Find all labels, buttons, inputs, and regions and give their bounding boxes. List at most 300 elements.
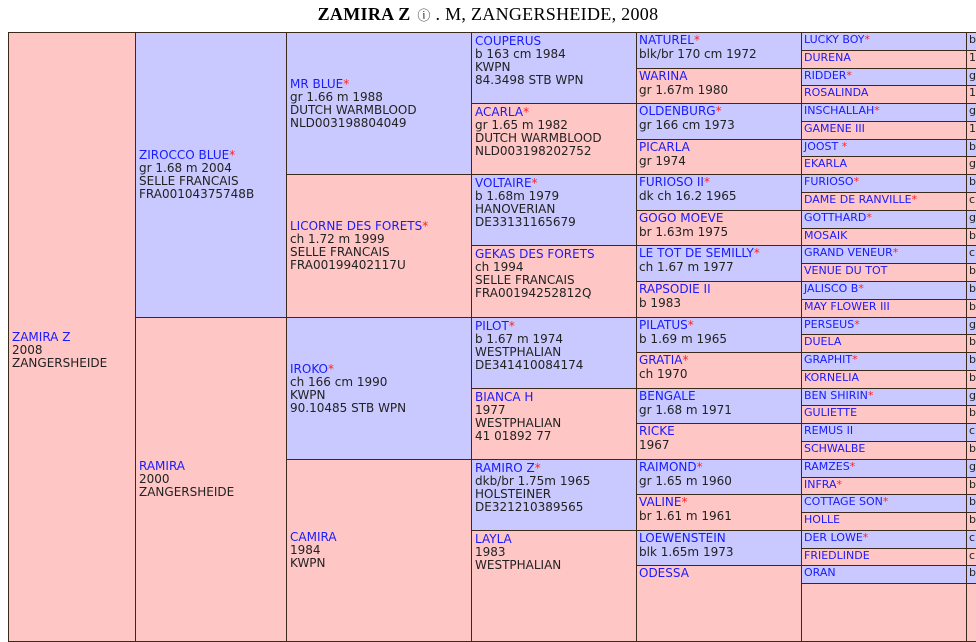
horse-name-link[interactable]: COUPERUS	[475, 34, 542, 48]
pedigree-cell-gen7	[966, 512, 976, 531]
cell-color-code: b	[969, 566, 976, 579]
star-icon: *	[343, 76, 350, 91]
horse-detail: KWPN	[475, 60, 511, 74]
cell-color-code: b	[969, 353, 976, 366]
horse-name-link[interactable]: EKARLA	[804, 157, 848, 170]
pedigree-cell-gen6	[801, 103, 968, 122]
pedigree-cell-gen3	[286, 174, 473, 318]
horse-name-link[interactable]: WARINA	[639, 69, 688, 83]
horse-detail: WESTPHALIAN	[475, 558, 562, 572]
horse-entry	[639, 246, 800, 274]
cell-color-code: 1	[969, 86, 976, 99]
pedigree-cell-gen7	[966, 210, 976, 229]
horse-name-link[interactable]: GAMENE III	[804, 122, 865, 135]
horse-entry	[475, 462, 635, 514]
horse-name-link[interactable]: VALINE	[639, 495, 682, 509]
star-icon: *	[422, 219, 429, 233]
horse-name-link[interactable]: HOLLE	[804, 513, 841, 526]
pedigree-cell-gen6	[801, 156, 968, 175]
pedigree-cell-gen7	[966, 583, 976, 642]
horse-name-link[interactable]: COTTAGE SON	[804, 495, 883, 508]
cell-color-code: 1	[969, 51, 976, 64]
horse-detail: SELLE FRANCAIS	[475, 273, 575, 287]
horse-name-link[interactable]: PILATUS	[639, 318, 688, 332]
cell-color-code: g	[969, 211, 976, 224]
pedigree-cell-gen5	[636, 352, 803, 389]
star-icon: *	[849, 460, 856, 473]
cell-color-code: g	[969, 157, 976, 170]
pedigree-cell-gen7	[966, 228, 976, 246]
horse-name-link[interactable]: DUELA	[804, 335, 842, 348]
star-icon: *	[858, 282, 864, 295]
pedigree-cell-gen6	[801, 583, 968, 642]
pedigree-cell-gen5	[636, 494, 803, 531]
horse-entry	[804, 566, 967, 579]
horse-name-link[interactable]: SCHWALBE	[804, 442, 866, 455]
horse-entry	[804, 282, 967, 295]
star-icon: *	[508, 319, 515, 333]
horse-entry	[804, 353, 967, 366]
pedigree-cell-gen5	[636, 139, 803, 175]
horse-name-link[interactable]: GULIETTE	[804, 406, 858, 419]
horse-entry	[639, 318, 800, 346]
cell-color-code: b	[969, 33, 976, 46]
star-icon: *	[892, 246, 899, 259]
pedigree-cell-gen3	[286, 459, 473, 642]
horse-name-link[interactable]: JALISCO B	[804, 282, 859, 295]
pedigree-cell-gen5	[636, 210, 803, 246]
pedigree-cell-gen5	[636, 68, 803, 104]
cell-color-code: b	[969, 478, 976, 491]
pedigree-cell-gen7	[966, 50, 976, 69]
pedigree-cell-gen6	[801, 32, 968, 51]
horse-detail: 1977	[475, 403, 506, 417]
horse-entry	[139, 149, 285, 201]
horse-detail: 1967	[639, 438, 670, 452]
star-icon: *	[753, 246, 760, 260]
cell-color-code: g	[969, 69, 976, 82]
horse-detail: 1984	[290, 543, 321, 557]
pedigree-cell-gen7	[966, 441, 976, 460]
horse-entry	[804, 495, 967, 508]
horse-entry	[475, 35, 635, 87]
cell-color-code: b	[969, 229, 976, 242]
horse-entry	[639, 211, 800, 239]
pedigree-cell-gen7	[966, 565, 976, 584]
pedigree-cell-gen6	[801, 263, 968, 282]
horse-entry	[639, 424, 800, 452]
pedigree-cell-gen6	[801, 68, 968, 86]
horse-entry	[804, 424, 967, 437]
horse-detail: 2008	[12, 342, 43, 357]
horse-name-link[interactable]: BEN SHIRIN	[804, 389, 868, 402]
horse-detail: br 1.63m 1975	[639, 225, 729, 239]
horse-detail: gr 1.68 m 2004	[139, 161, 232, 175]
horse-detail: ch 1.72 m 1999	[290, 232, 385, 246]
horse-detail: gr 166 cm 1973	[639, 118, 735, 132]
pedigree-cell-gen7	[966, 530, 976, 549]
pedigree-cell-gen6	[801, 121, 968, 140]
horse-entry	[639, 104, 800, 132]
horse-name-link[interactable]: DER LOWE	[804, 531, 863, 544]
pedigree-cell-gen7	[966, 477, 976, 495]
horse-name-link[interactable]: ODESSA	[639, 566, 689, 580]
horse-detail: FRA00104375748B	[139, 187, 255, 201]
pedigree-cell-gen7	[966, 103, 976, 122]
pedigree-cell-gen7	[966, 352, 976, 371]
pedigree-cell-gen7	[966, 156, 976, 175]
pedigree-cell-gen6	[801, 334, 968, 353]
horse-name-link[interactable]: KORNELIA	[804, 371, 859, 384]
horse-entry	[475, 177, 635, 229]
horse-entry	[804, 389, 967, 402]
horse-detail: 90.10485 STB WPN	[290, 400, 407, 415]
horse-name-link[interactable]: FURIOSO	[804, 175, 854, 188]
horse-entry	[804, 122, 967, 135]
pedigree-cell-gen6	[801, 317, 968, 335]
horse-name-link[interactable]: BIANCA H	[475, 390, 534, 404]
star-icon: *	[864, 33, 870, 46]
pedigree-cell-gen6	[801, 423, 968, 442]
horse-name-link[interactable]: GRAPHIT	[804, 353, 853, 366]
star-icon: *	[682, 353, 689, 367]
horse-name-link[interactable]: RIDDER	[804, 69, 847, 82]
horse-entry	[804, 140, 967, 153]
horse-entry	[804, 211, 967, 224]
pedigree-cell-gen6	[801, 388, 968, 406]
horse-detail: KWPN	[290, 556, 326, 570]
horse-name-link[interactable]: ROSALINDA	[804, 86, 869, 99]
cell-color-code: b	[969, 371, 976, 384]
pedigree-cell-gen4	[471, 174, 638, 246]
pedigree-cell-gen4	[471, 388, 638, 460]
horse-detail: WESTPHALIAN	[475, 416, 562, 430]
pedigree-cell-gen5	[636, 317, 803, 353]
cell-color-code: c	[969, 549, 976, 562]
pedigree-cell-gen4	[471, 32, 638, 104]
star-icon: *	[703, 175, 710, 189]
horse-name-link[interactable]: RAPSODIE II	[639, 282, 711, 296]
horse-entry	[139, 460, 285, 499]
pedigree-cell-gen6	[801, 299, 968, 318]
horse-name-link[interactable]: FRIEDLINDE	[804, 549, 870, 562]
cell-color-code: b	[969, 513, 976, 526]
horse-name-link[interactable]: OLDENBURG	[639, 104, 716, 118]
horse-detail: blk/br 170 cm 1972	[639, 47, 757, 61]
pedigree-cell-gen5	[636, 245, 803, 282]
horse-name-link[interactable]: ZAMIRA Z	[12, 329, 71, 344]
pedigree-cell-gen3	[286, 317, 473, 460]
horse-detail: gr 1974	[639, 154, 686, 168]
info-icon[interactable]: ⓘ	[417, 8, 431, 23]
pedigree-cell-gen5	[636, 388, 803, 424]
cell-color-code: b	[969, 406, 976, 419]
horse-detail: NLD003198202752	[475, 144, 592, 158]
pedigree-cell-gen4	[471, 245, 638, 318]
star-icon: *	[846, 69, 852, 82]
horse-detail: gr 1.66 m 1988	[290, 89, 383, 104]
star-icon: *	[229, 148, 236, 162]
cell-color-code: c	[969, 193, 976, 206]
pedigree-cell-gen4	[471, 103, 638, 175]
pedigree-cell-gen5	[636, 103, 803, 140]
star-icon: *	[862, 531, 869, 544]
horse-detail: b 163 cm 1984	[475, 47, 566, 61]
horse-entry	[639, 140, 800, 168]
pedigree-cell-gen6	[801, 565, 968, 584]
pedigree-cell-gen7	[966, 548, 976, 566]
horse-detail: 2000	[139, 472, 170, 486]
horse-detail: dkb/br 1.75m 1965	[475, 474, 591, 488]
pedigree-cell-gen6	[801, 245, 968, 264]
horse-entry	[639, 282, 800, 310]
horse-entry	[804, 104, 967, 117]
horse-entry	[804, 264, 967, 277]
horse-detail: WESTPHALIAN	[475, 345, 562, 359]
star-icon: *	[836, 478, 843, 491]
horse-name-link[interactable]: RAMZES	[804, 460, 850, 473]
horse-detail: b 1.69 m 1965	[639, 332, 728, 346]
pedigree-cell-gen5	[636, 530, 803, 566]
horse-entry	[804, 371, 967, 384]
horse-detail: 1983	[475, 545, 506, 559]
horse-name-link[interactable]: INFRA	[804, 478, 837, 491]
horse-name-link[interactable]: LICORNE DES FORETS	[290, 219, 423, 233]
horse-name-link[interactable]: INSCHALLAH	[804, 104, 875, 117]
star-icon: *	[715, 104, 722, 118]
pedigree-cell-gen7	[966, 245, 976, 264]
horse-entry	[639, 566, 800, 580]
horse-entry	[475, 248, 635, 300]
horse-name-link[interactable]: LAYLA	[475, 532, 512, 546]
horse-entry	[804, 318, 967, 331]
pedigree-cell-gen2	[135, 32, 288, 318]
horse-entry	[804, 335, 967, 348]
horse-name-link[interactable]: DURENA	[804, 51, 851, 64]
pedigree-cell-gen7	[966, 281, 976, 300]
pedigree-cell-gen6	[801, 405, 968, 424]
horse-entry	[12, 331, 134, 370]
horse-name-link[interactable]: VENUE DU TOT	[804, 264, 888, 277]
horse-detail: NLD003198804049	[290, 115, 407, 130]
horse-detail: gr 1.65 m 1960	[639, 474, 732, 488]
horse-detail: DE321210389565	[475, 500, 584, 514]
horse-entry	[475, 391, 635, 443]
horse-name-link[interactable]: NATUREL	[639, 33, 694, 47]
cell-color-code: c	[969, 246, 976, 259]
horse-entry	[639, 460, 800, 488]
horse-entry	[639, 389, 800, 417]
pedigree-cell-gen6	[801, 494, 968, 513]
pedigree-cell-gen5	[636, 565, 803, 642]
horse-name-link[interactable]: MAY FLOWER III	[804, 300, 890, 313]
pedigree-cell-gen7	[966, 459, 976, 478]
star-icon: *	[911, 193, 918, 206]
horse-name-link[interactable]: LOEWENSTEIN	[639, 531, 726, 545]
pedigree-cell-gen5	[636, 281, 803, 318]
horse-detail: 41 01892 77	[475, 429, 552, 443]
pedigree-cell-gen7	[966, 334, 976, 353]
horse-name-link[interactable]: RAMIRO Z	[475, 461, 535, 475]
horse-name-link[interactable]: ACARLA	[475, 105, 524, 119]
pedigree-cell-gen6	[801, 139, 968, 157]
cell-color-code: b	[969, 442, 976, 455]
horse-name-link[interactable]: DAME DE RANVILLE	[804, 193, 912, 206]
pedigree-cell-gen4	[471, 459, 638, 531]
horse-entry	[804, 406, 967, 419]
pedigree-cell-gen2	[135, 317, 288, 642]
horse-detail: b 1983	[639, 296, 681, 310]
horse-entry	[804, 51, 967, 64]
horse-entry	[804, 246, 967, 259]
horse-entry	[290, 220, 470, 272]
pedigree-cell-gen3	[286, 32, 473, 175]
horse-detail: DE33131165679	[475, 215, 576, 229]
pedigree-cell-gen6	[801, 459, 968, 478]
horse-entry	[639, 33, 800, 61]
horse-detail: HOLSTEINER	[475, 487, 552, 501]
star-icon: *	[681, 495, 688, 509]
cell-color-code: c	[969, 424, 976, 437]
horse-detail: ch 166 cm 1990	[290, 374, 388, 389]
horse-name-link[interactable]: GRATIA	[639, 353, 683, 367]
pedigree-cell-gen7	[966, 32, 976, 51]
pedigree-cell-gen5	[636, 32, 803, 69]
horse-name-link[interactable]: FURIOSO II	[639, 175, 704, 189]
horse-detail: DE341410084174	[475, 358, 584, 372]
pedigree-cell-gen5	[636, 459, 803, 495]
horse-detail: SELLE FRANCAIS	[139, 174, 239, 188]
star-icon: *	[854, 318, 860, 331]
horse-entry	[804, 478, 967, 491]
pedigree-cell-gen1	[8, 32, 137, 642]
cell-color-code: b	[969, 140, 976, 153]
star-icon: *	[693, 33, 700, 47]
horse-entry	[804, 442, 967, 455]
horse-name-link[interactable]: PICARLA	[639, 140, 690, 154]
horse-entry	[804, 531, 967, 544]
star-icon: *	[852, 353, 858, 366]
horse-name-link[interactable]: GEKAS DES FORETS	[475, 247, 595, 261]
horse-name-link[interactable]: PERSEUS	[804, 318, 855, 331]
horse-name-title: ZAMIRA Z	[317, 4, 411, 24]
pedigree-cell-gen6	[801, 281, 968, 300]
horse-detail: SELLE FRANCAIS	[290, 245, 390, 259]
horse-entry	[804, 229, 967, 242]
pedigree-cell-gen7	[966, 68, 976, 86]
horse-name-link[interactable]: JOOST	[804, 140, 842, 153]
horse-name-link[interactable]: MOSAIK	[804, 229, 848, 242]
pedigree-cell-gen6	[801, 548, 968, 566]
horse-entry	[804, 460, 967, 473]
horse-entry	[804, 175, 967, 188]
horse-name-link[interactable]: LE TOT DE SEMILLY	[639, 246, 754, 260]
horse-name-link[interactable]: IROKO	[290, 361, 328, 376]
pedigree-cell-gen6	[801, 530, 968, 549]
horse-name-link[interactable]: CAMIRA	[290, 530, 337, 544]
horse-detail: ch 1.67 m 1977	[639, 260, 734, 274]
horse-entry	[804, 157, 967, 170]
pedigree-cell-gen7	[966, 192, 976, 211]
horse-entry	[475, 533, 635, 572]
pedigree-cell-gen7	[966, 121, 976, 140]
pedigree-cell-gen6	[801, 174, 968, 193]
horse-detail: DUTCH WARMBLOOD	[475, 131, 602, 145]
star-icon: *	[841, 140, 848, 153]
horse-name-link[interactable]: BENGALE	[639, 389, 696, 403]
pedigree-cell-gen6	[801, 192, 968, 211]
horse-name-link[interactable]: MR BLUE	[290, 76, 344, 91]
pedigree-cell-gen7	[966, 85, 976, 104]
pedigree-cell-gen6	[801, 370, 968, 389]
horse-entry	[804, 193, 967, 206]
star-icon: *	[867, 389, 874, 402]
horse-name-link[interactable]: REMUS II	[804, 424, 854, 437]
horse-entry	[639, 175, 800, 203]
horse-entry	[804, 549, 967, 562]
star-icon: *	[534, 461, 541, 475]
horse-name-link[interactable]: ZIROCCO BLUE	[139, 148, 230, 162]
pedigree-cell-gen6	[801, 85, 968, 104]
horse-name-link[interactable]: RICKE	[639, 424, 675, 438]
horse-detail: DUTCH WARMBLOOD	[290, 102, 417, 117]
horse-name-link[interactable]: RAMIRA	[139, 459, 186, 473]
pedigree-cell-gen7	[966, 174, 976, 193]
horse-name-link[interactable]: VOLTAIRE	[475, 176, 532, 190]
star-icon: *	[853, 175, 860, 188]
horse-entry	[475, 320, 635, 372]
pedigree-cell-gen6	[801, 210, 968, 229]
pedigree-cell-gen6	[801, 352, 968, 371]
pedigree-cell-gen7	[966, 139, 976, 157]
pedigree-cell-gen7	[966, 405, 976, 424]
horse-detail: gr 1.65 m 1982	[475, 118, 568, 132]
pedigree-cell-gen4	[471, 530, 638, 642]
horse-detail: b 1.68m 1979	[475, 189, 560, 203]
cell-color-code: b	[969, 335, 976, 348]
horse-detail: b 1.67 m 1974	[475, 332, 564, 346]
pedigree-cell-gen7	[966, 370, 976, 389]
horse-name-link[interactable]: GOTTHARD	[804, 211, 867, 224]
pedigree-cell-gen7	[966, 494, 976, 513]
horse-name-link[interactable]: PILOT	[475, 319, 509, 333]
pedigree-cell-gen7	[966, 263, 976, 282]
horse-name-link[interactable]: RAIMOND	[639, 460, 697, 474]
horse-name-link[interactable]: LUCKY BOY	[804, 33, 865, 46]
horse-entry	[804, 513, 967, 526]
cell-color-code: 1	[969, 122, 976, 135]
pedigree-cell-gen6	[801, 50, 968, 69]
star-icon: *	[687, 318, 694, 332]
cell-color-code: g	[969, 318, 976, 331]
pedigree-cell-gen6	[801, 512, 968, 531]
pedigree-cell-gen5	[636, 423, 803, 460]
horse-name-link[interactable]: GRAND VENEUR	[804, 246, 893, 259]
horse-name-link[interactable]: ORAN	[804, 566, 836, 579]
pedigree-cell-gen6	[801, 228, 968, 246]
cell-color-code: b	[969, 495, 976, 508]
horse-detail: gr 1.68 m 1971	[639, 403, 732, 417]
star-icon: *	[696, 460, 703, 474]
horse-name-link[interactable]: GOGO MOEVE	[639, 211, 724, 225]
cell-color-code: b	[969, 300, 976, 313]
pedigree-cell-gen7	[966, 388, 976, 406]
star-icon: *	[866, 211, 872, 224]
pedigree-cell-gen7	[966, 423, 976, 442]
horse-entry	[639, 69, 800, 97]
horse-detail: ch 1994	[475, 260, 524, 274]
horse-detail: gr 1.67m 1980	[639, 83, 729, 97]
